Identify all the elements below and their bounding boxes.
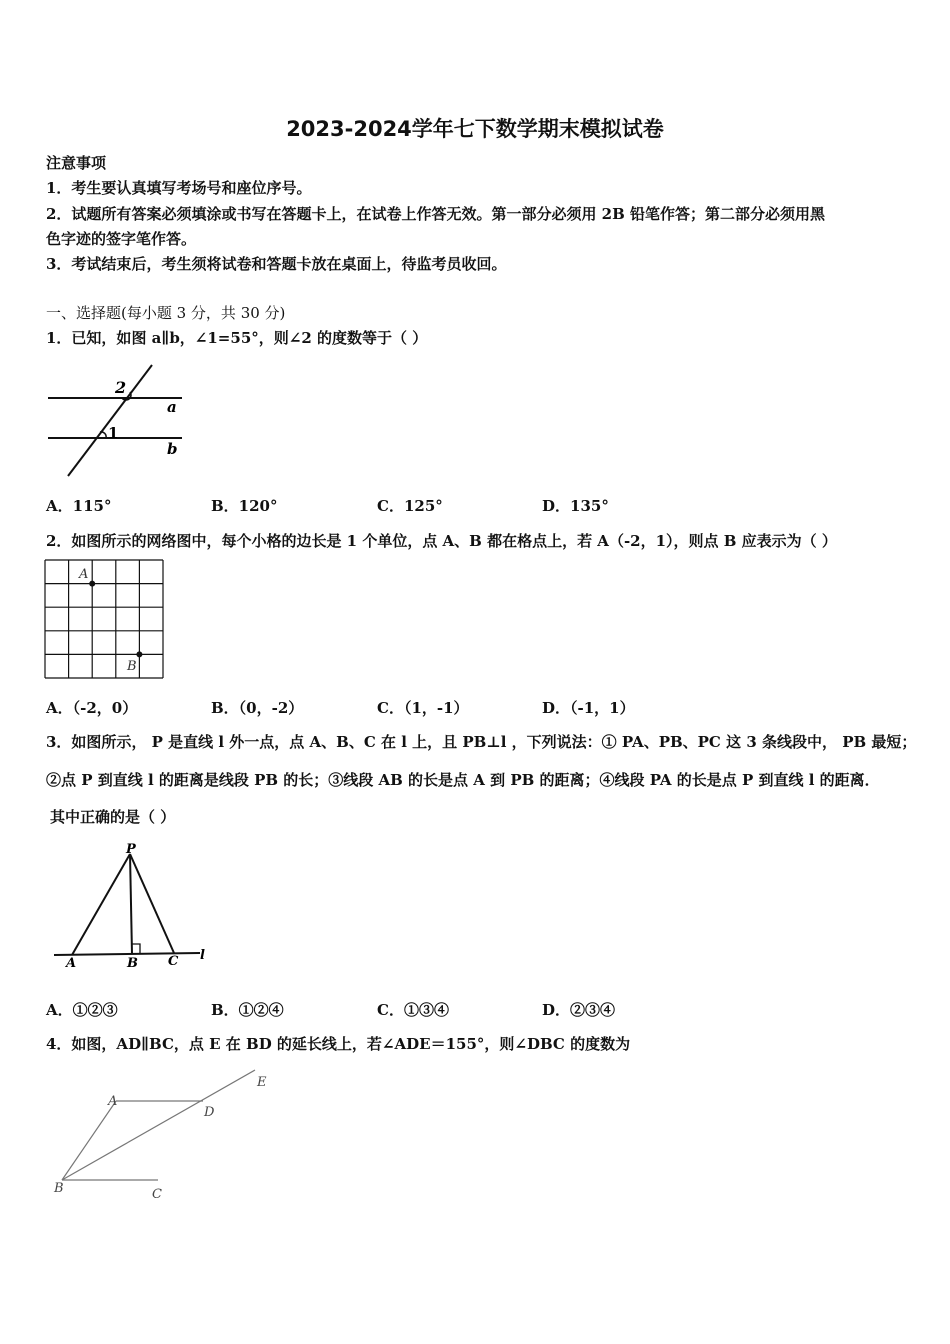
q1-option-d: D．135°: [542, 497, 609, 515]
q2-option-a: A．（-2，0）: [46, 699, 138, 717]
q4-parallel-lines-figure: [50, 1065, 280, 1205]
q2-grid-figure: [45, 560, 165, 680]
q3-triangle-figure: [50, 840, 210, 975]
section-heading: 一、选择题(每小题 3 分，共 30 分): [46, 304, 286, 322]
q3-option-c: C．①③④: [377, 1001, 449, 1019]
question-3-line-3: 其中正确的是（ ）: [50, 808, 176, 826]
notice-item: 色字迹的签字笔作答。: [46, 230, 197, 248]
line-label-b: b: [167, 440, 178, 458]
line-label-a: a: [167, 398, 177, 416]
page-title: 2023-2024学年七下数学期末模拟试卷: [286, 117, 664, 141]
q2-option-d: D．（-1，1）: [542, 699, 635, 717]
q1-option-b: B．120°: [211, 497, 278, 515]
line-label-l: l: [200, 948, 205, 963]
notice-heading: 注意事项: [46, 154, 107, 172]
point-label-b: B: [54, 1181, 64, 1196]
question-2-text: 2．如图所示的网络图中，每个小格的边长是 1 个单位，点 A、B 都在格点上，若 A（-2，1），则点 B 应表示为（ ）: [46, 532, 837, 550]
point-label-b: B: [127, 659, 137, 674]
point-label-a: A: [66, 956, 77, 971]
q2-option-c: C．（1，-1）: [377, 699, 469, 717]
notice-item: 3．考试结束后，考生须将试卷和答题卡放在桌面上，待监考员收回。: [46, 255, 507, 273]
point-label-b: B: [127, 956, 138, 971]
point-label-c: C: [152, 1187, 162, 1202]
notice-item: 2．试题所有答案必须填涂或书写在答题卡上，在试卷上作答无效。第一部分必须用 2B 铅笔作答；第二部分必须用黑: [46, 205, 826, 223]
q3-option-a: A．①②③: [46, 1001, 118, 1019]
point-label-a: A: [79, 567, 89, 582]
q3-option-b: B．①②④: [211, 1001, 284, 1019]
point-label-e: E: [257, 1075, 267, 1090]
q1-option-c: C．125°: [377, 497, 443, 515]
point-label-a: A: [108, 1094, 118, 1109]
question-4-text: 4．如图，AD∥BC，点 E 在 BD 的延长线上，若∠ADE＝155°，则∠DBC 的度数为: [46, 1035, 631, 1053]
q1-parallel-lines-figure: [40, 360, 200, 485]
question-1-text: 1．已知，如图 a∥b，∠1=55°，则∠2 的度数等于（ ）: [46, 329, 428, 347]
point-label-d: D: [204, 1105, 215, 1120]
q2-option-b: B．（0，-2）: [211, 699, 304, 717]
angle-label-2: 2: [115, 378, 127, 397]
point-label-c: C: [168, 954, 179, 969]
angle-label-1: 1: [108, 424, 119, 442]
q3-option-d: D．②③④: [542, 1001, 616, 1019]
notice-item: 1．考生要认真填写考场号和座位序号。: [46, 179, 312, 197]
question-3-line-2: ②点 P 到直线 l 的距离是线段 PB 的长；③线段 AB 的长是点 A 到 PB 的距离；④线段 PA 的长是点 P 到直线 l 的距离．: [46, 771, 880, 789]
question-3-line-1: 3．如图所示， P 是直线 l 外一点，点 A、B、C 在 l 上，且 PB⊥l ，下列说法：① PA、PB、PC 这 3 条线段中， PB 最短；: [46, 733, 917, 751]
point-label-p: P: [126, 842, 136, 857]
q1-option-a: A．115°: [46, 497, 112, 515]
